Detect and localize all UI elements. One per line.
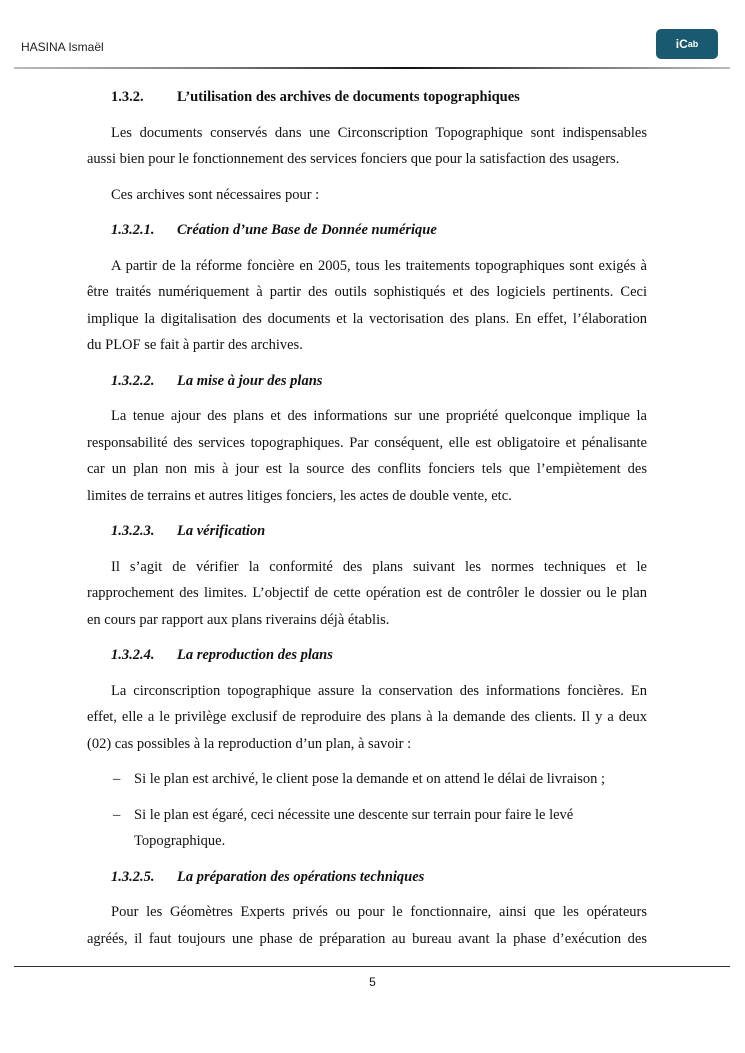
section-title: L’utilisation des archives de documents topographiques bbox=[177, 89, 520, 105]
text-line: Pour les Géomètres Experts privés ou pour le fonctionnaire, ainsi que les opérateurs bbox=[111, 904, 647, 920]
text-line: Topographique. bbox=[134, 833, 226, 849]
subsection-number: 1.3.2.1. bbox=[111, 222, 155, 238]
text-line: responsabilité des services topographiques. Par conséquent, elle est obligatoire et pénalisante bbox=[87, 434, 647, 451]
text-line: agréés, il faut toujours une phase de préparation au bureau avant la phase d’exécution des bbox=[87, 930, 647, 947]
text-line: Si le plan est égaré, ceci nécessite une descente sur terrain pour faire le levé bbox=[134, 806, 574, 823]
text-line: aussi bien pour le fonctionnement des services fonciers que pour la satisfaction des usagers. bbox=[87, 151, 620, 167]
section-number: 1.3.2. bbox=[111, 89, 144, 105]
bullet-item bbox=[87, 766, 647, 793]
text-line: (02) cas possibles à la reproduction d’un plan, à savoir : bbox=[87, 735, 412, 752]
text-line: être traités numériquement à partir des outils sophistiqués et des logiciels pertinents. Ceci bbox=[87, 284, 647, 300]
bullet-dash: – bbox=[113, 806, 121, 823]
text-line: La tenue ajour des plans et des informations sur une propriété quelconque implique la bbox=[111, 408, 647, 424]
paragraph bbox=[87, 899, 647, 952]
page-body bbox=[87, 84, 647, 961]
header-author: HASINA Ismaël bbox=[21, 40, 104, 54]
footer-divider bbox=[14, 966, 730, 967]
text-line: limites de terrains et autres litiges fonciers, les actes de double vente, etc. bbox=[87, 487, 512, 504]
paragraph bbox=[87, 253, 647, 359]
subsection-title: Création d’une Base de Donnée numérique bbox=[177, 222, 437, 238]
text-line: implique la digitalisation des documents et la vectorisation des plans. En effet, l’élaboration bbox=[87, 310, 647, 327]
subsection-title: La mise à jour des plans bbox=[177, 372, 323, 389]
paragraph bbox=[87, 182, 647, 209]
subsection-title: La vérification bbox=[177, 523, 266, 539]
subsection-title: La reproduction des plans bbox=[177, 647, 333, 663]
bullet-dash: – bbox=[113, 771, 121, 787]
paragraph bbox=[87, 403, 647, 509]
text-line: Si le plan est archivé, le client pose la demande et on attend le délai de livraison ; bbox=[134, 771, 606, 787]
subsection-heading bbox=[87, 368, 647, 395]
text-line: rapprochement des limites. L’objectif de cette opération est de contrôler le dossier ou le plan bbox=[87, 585, 647, 601]
page-number: 5 bbox=[369, 975, 376, 989]
section-heading bbox=[87, 84, 647, 111]
subsection-heading bbox=[87, 864, 647, 891]
paragraph bbox=[87, 554, 647, 634]
text-line: A partir de la réforme foncière en 2005, tous les traitements topographiques sont exigés à bbox=[111, 257, 647, 274]
paragraph bbox=[87, 120, 647, 173]
text-line: en cours par rapport aux plans riverains déjà établis. bbox=[87, 611, 390, 628]
bullet-item bbox=[87, 802, 647, 855]
text-line: car un plan non mis à jour est la source des conflits fonciers tels que l’empiètement des bbox=[87, 461, 647, 477]
text-line: La circonscription topographique assure la conservation des informations foncières. En bbox=[111, 682, 647, 699]
subsection-heading bbox=[87, 217, 647, 244]
subsection-heading bbox=[87, 518, 647, 545]
text-line: du PLOF se fait à partir des archives. bbox=[87, 337, 303, 353]
text-line: Il s’agit de vérifier la conformité des plans suivant les normes techniques et le bbox=[111, 558, 647, 575]
header-divider bbox=[14, 67, 730, 69]
subsection-number: 1.3.2.5. bbox=[111, 868, 155, 885]
subsection-heading bbox=[87, 642, 647, 669]
subsection-number: 1.3.2.3. bbox=[111, 523, 155, 539]
text-line: effet, elle a le privilège exclusif de reproduire des plans à la demande des clients. Il y a deux bbox=[87, 709, 647, 725]
paragraph bbox=[87, 678, 647, 758]
subsection-title: La préparation des opérations techniques bbox=[177, 868, 425, 885]
text-line: Les documents conservés dans une Circonscription Topographique sont indispensables bbox=[111, 124, 647, 141]
logo: iC ab bbox=[656, 29, 718, 59]
subsection-number: 1.3.2.2. bbox=[111, 372, 155, 389]
text-line: Ces archives sont nécessaires pour : bbox=[111, 186, 320, 203]
subsection-number: 1.3.2.4. bbox=[111, 647, 155, 663]
